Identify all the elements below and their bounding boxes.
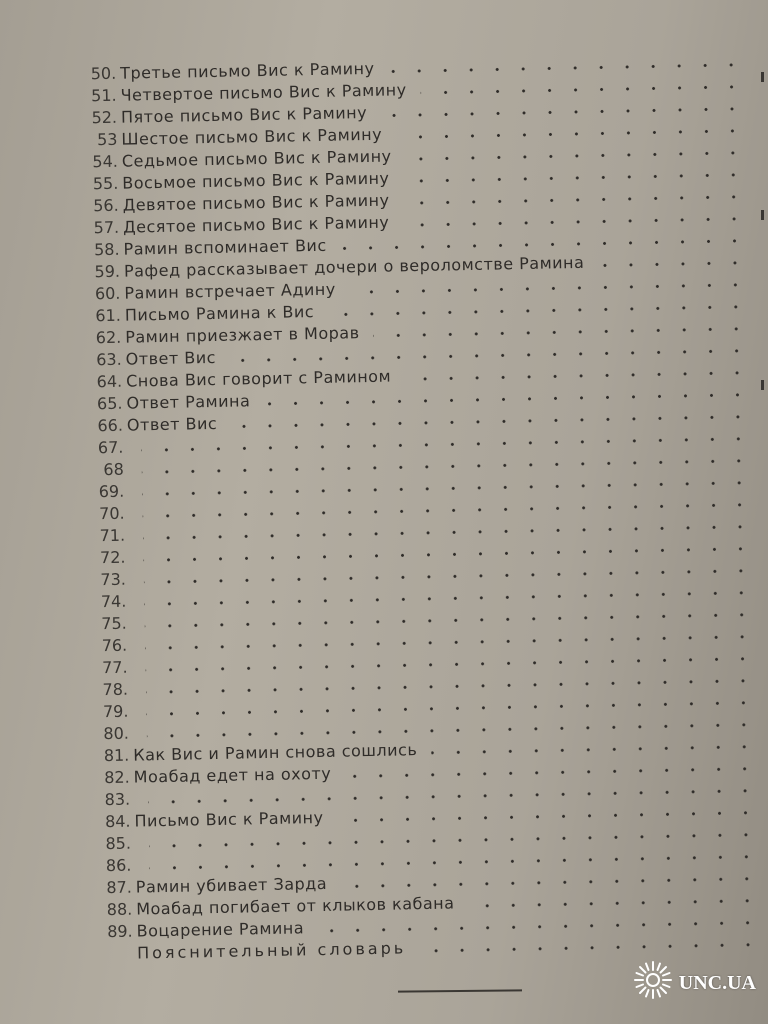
toc-entry-title: Рамин встречает Адину [124, 279, 336, 303]
watermark [633, 960, 756, 1006]
toc-entry-number [69, 959, 137, 960]
watermark-text: UNC.UA [678, 971, 756, 994]
toc-entry-title: Письмо Рамина к Вис [124, 302, 315, 325]
toc-entry-number: 70. [99, 503, 125, 524]
toc-entry-number: 65. [96, 393, 123, 414]
toc-entry-number: 50. [90, 63, 117, 84]
toc-entry-title: Как Вис и Рамин снова сошлись [133, 740, 418, 765]
toc-entry-title: Пятое письмо Вис к Рамину [120, 102, 368, 127]
toc-entry-title: Ответ Вис [126, 413, 218, 435]
toc-entry-title: Моабад погибает от клыков кабана [136, 893, 455, 919]
toc-entry-title: Седьмое письмо Вис к Рамину [121, 146, 392, 171]
toc-entry-number: 68 [103, 459, 124, 480]
toc-entry-title: Снова Вис говорит с Рамином [125, 366, 392, 391]
toc-entry-number: 67. [97, 437, 124, 458]
dot-leader [468, 899, 760, 909]
dot-leader [406, 151, 746, 162]
dot-leader [388, 63, 744, 74]
toc-entry-number: 84. [104, 811, 131, 832]
dot-leader [431, 745, 757, 755]
toc-entry-title: Третье письмо Вис к Рамину [120, 58, 375, 83]
toc-entry-number: 51. [90, 85, 117, 106]
dot-leader [346, 767, 758, 779]
table-of-contents [52, 50, 768, 966]
toc-entry-number: 63. [96, 349, 122, 370]
toc-entry-number: 54. [92, 151, 119, 172]
page-edge-mark [761, 210, 764, 220]
toc-entry-title: Девятое письмо Вис к Рамину [122, 190, 390, 215]
toc-entry-number: 85. [105, 833, 132, 854]
toc-entry-number: 78. [102, 679, 129, 700]
toc-entry-number: 59. [94, 261, 121, 282]
dot-leader [403, 173, 746, 184]
closing-rule [398, 989, 522, 992]
toc-entry-title: Ответ Рамина [126, 391, 251, 413]
toc-entry-number: 89. [107, 921, 133, 942]
toc-entry-number: 79. [102, 701, 129, 722]
toc-entry-number: 75. [101, 613, 127, 634]
toc-entry-number: 57. [93, 217, 120, 238]
toc-entry-number: 55. [92, 173, 119, 194]
sunburst-logo-icon [633, 960, 673, 1006]
toc-entry-title: Письмо Вис к Рамину [134, 807, 324, 831]
toc-entry-number: 66. [97, 415, 124, 436]
dot-leader [396, 129, 745, 140]
dot-leader [598, 261, 748, 268]
toc-entry-number: 82. [104, 767, 130, 788]
toc-entry-number: 56. [93, 195, 119, 216]
toc-entry-title: Четвертое письмо Вис к Рамину [120, 80, 407, 105]
toc-entry-title: Воцарение Рамина [136, 918, 305, 941]
dot-leader [373, 327, 749, 338]
toc-entry-number: 86. [105, 855, 132, 876]
toc-entry-number: 83. [104, 789, 131, 810]
dot-leader [420, 943, 761, 954]
page-edge-mark [761, 72, 764, 82]
toc-entry-title: Восьмое письмо Вис к Рамину [122, 168, 390, 193]
toc-entry-title: Пояснительный словарь [136, 938, 407, 963]
toc-entry-number: 77. [101, 657, 128, 678]
toc-entry-number: 53 [96, 129, 118, 150]
toc-entry-number: 80. [103, 723, 130, 744]
toc-entry-number: 76. [101, 635, 128, 656]
toc-entry-number: 61. [95, 305, 122, 326]
toc-entry-number: 60. [94, 283, 121, 304]
dot-leader [341, 239, 748, 251]
toc-entry-number: 58. [93, 239, 120, 260]
toc-entry-number: 87. [106, 877, 132, 898]
dot-leader [381, 107, 745, 118]
dot-leader [405, 371, 750, 382]
toc-entry-number: 64. [96, 371, 123, 392]
toc-entry-number: 62. [95, 327, 122, 348]
toc-entry-number: 74. [100, 591, 127, 612]
page-edge-mark [761, 380, 764, 390]
toc-entry-number: 69. [98, 481, 125, 502]
toc-entry-title: Шестое письмо Вис к Рамину [121, 124, 383, 149]
dot-leader [349, 283, 748, 295]
toc-entry-title: Рафед рассказывает дочери о вероломстве Рамина [123, 252, 585, 281]
toc-entry-number: 52. [91, 107, 118, 128]
toc-entry-title: Моабад едет на охоту [133, 763, 332, 787]
toc-entry-number: 88. [106, 899, 133, 920]
dot-leader [403, 217, 747, 228]
toc-entry-title: Ответ Вис [125, 347, 217, 369]
dot-leader [421, 85, 745, 95]
dot-leader [404, 195, 747, 206]
toc-entry-number: 73. [100, 569, 127, 590]
toc-entry-title: Рамин вспоминает Вис [123, 235, 327, 259]
toc-entry-number: 81. [103, 745, 130, 766]
toc-entry-title: Десятое письмо Вис к Рамину [122, 212, 390, 237]
toc-entry-title: Рамин приезжает в Морав [125, 323, 360, 347]
toc-entry-number: 72. [99, 547, 126, 568]
toc-entry-title: Рамин убивает Зарда [135, 873, 328, 897]
toc-entry-number: 71. [99, 525, 126, 546]
